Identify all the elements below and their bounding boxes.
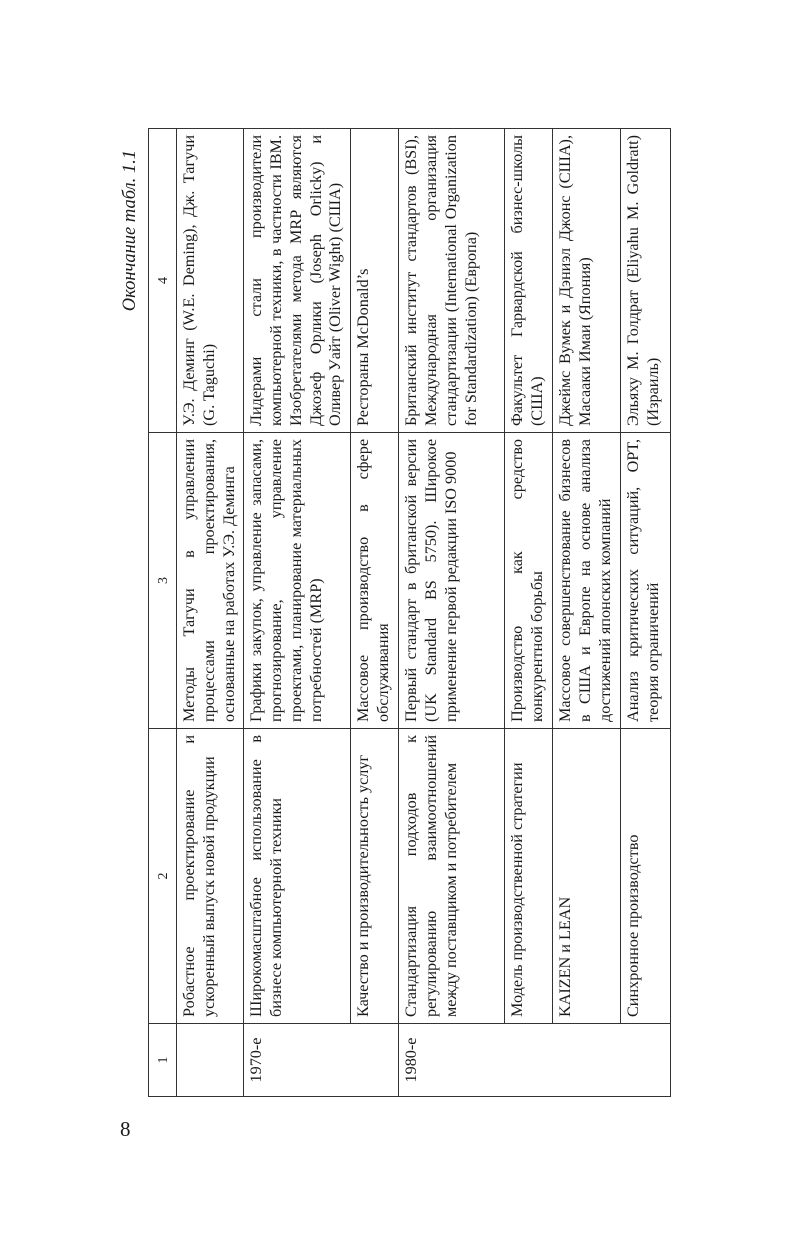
methods-cell: Анализ критических ситуаций, OPT, теория ограничений	[621, 433, 671, 729]
methods-cell: Графики закупок, управление запасами, прогнозирование, управление проектами, планирование материальных потребностей (MRP)	[244, 433, 351, 729]
period-cell	[177, 1024, 244, 1097]
concept-cell: Стандартизация подходов к регулированию взаимоотношений между поставщиком и потребителем	[399, 729, 505, 1024]
methods-cell: Производство как средство конкурентной борьбы	[505, 433, 553, 729]
page-number: 8	[120, 1117, 131, 1141]
header-col-3: 3	[149, 433, 177, 729]
concept-cell: Робастное проектирование и ускоренный выпуск новой продукции	[177, 729, 244, 1024]
table-row	[177, 129, 244, 1097]
concept-cell: Широкомасштабное использование в бизнесе компьютерной техники	[244, 729, 351, 1024]
table-row	[399, 129, 505, 1097]
leaders-cell: Джеймс Вумек и Дэниэл Джонс (США), Масааки Имаи (Япония)	[553, 129, 621, 433]
header-col-2: 2	[149, 729, 177, 1024]
table-row	[621, 129, 671, 1097]
methods-cell: Массовое производство в сфере обслуживания	[351, 433, 399, 729]
leaders-cell: У.Э. Деминг (W.E. Deming), Дж. Тагучи (G. Taguchi)	[177, 129, 244, 433]
leaders-cell: Факультет Гарвардской бизнес-школы (США)	[505, 129, 553, 433]
table-row	[505, 129, 553, 1097]
period-cell: 1980-е	[399, 1024, 671, 1097]
concept-cell: KAIZEN и LEAN	[553, 729, 621, 1024]
table-caption: Окончание табл. 1.1	[120, 150, 140, 312]
leaders-cell: Эльяху М. Голдрат (Eliyahu M. Goldratt) (Израиль)	[621, 129, 671, 433]
header-col-1: 1	[149, 1024, 177, 1097]
table-row	[553, 129, 621, 1097]
table-row	[351, 129, 399, 1097]
header-col-4: 4	[149, 129, 177, 433]
leaders-cell: Британский институт стандартов (BSI), Международная организация стандартизации (International Organization for Standardization) (Европа)	[399, 129, 505, 433]
table-row	[244, 129, 351, 1097]
rotated-page-content	[120, 122, 680, 1122]
leaders-cell: Рестораны McDonald’s	[351, 129, 399, 433]
period-cell: 1970-е	[244, 1024, 399, 1097]
methods-cell: Методы Тагучи в управлении процессами проектирования, основанные на работах У.Э. Деминга	[177, 433, 244, 729]
history-table	[148, 128, 671, 1097]
concept-cell: Синхронное производство	[621, 729, 671, 1024]
concept-cell: Качество и производительность услуг	[351, 729, 399, 1024]
header-row	[149, 129, 177, 1097]
methods-cell: Первый стандарт в британской версии (UK Standard BS 5750). Широкое применение первой редакции ISO 9000	[399, 433, 505, 729]
leaders-cell: Лидерами стали производители компьютерной техники, в частности IBM. Изобретателями метода MRP являются Джозеф Орлики (Joseph Orlicky) и Оливер Уайт (Oliver Wight) (США)	[244, 129, 351, 433]
concept-cell: Модель производственной стратегии	[505, 729, 553, 1024]
methods-cell: Массовое совершенствование бизнесов в США и Европе на основе анализа достижений японских компаний	[553, 433, 621, 729]
